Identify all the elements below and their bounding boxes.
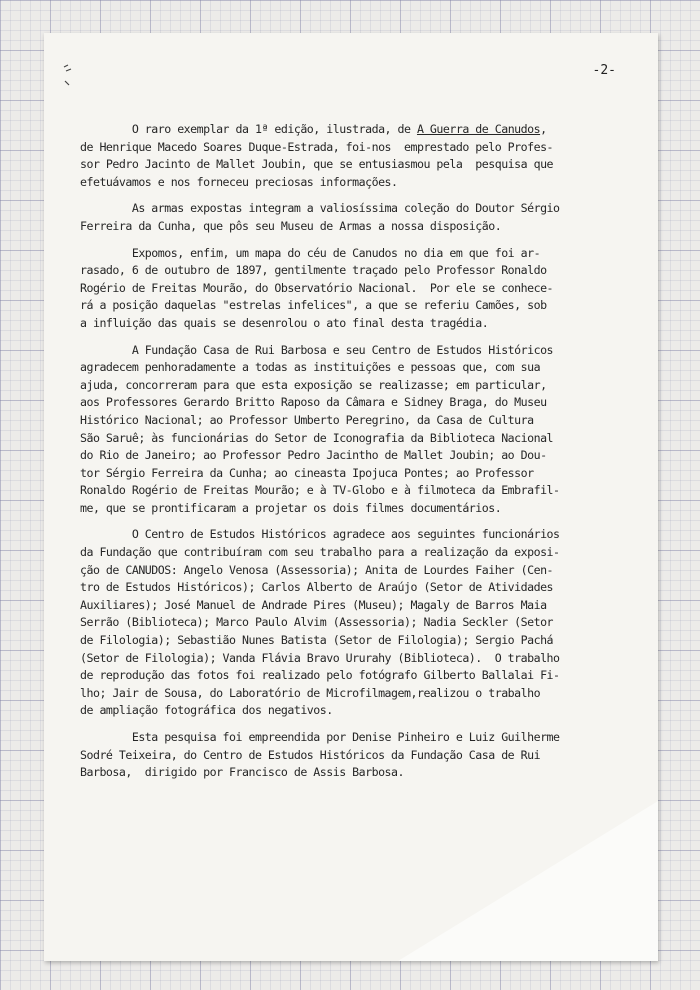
- text-line: [80, 315, 640, 333]
- text-segment: do Rio de Janeiro; ao Professor Pedro Jacintho de Mallet Joubin; ao Dou-: [80, 448, 547, 463]
- text-segment: O raro exemplar da 1ª edição, ilustrada, de: [80, 122, 417, 136]
- text-line: [80, 729, 640, 747]
- paragraph: [80, 342, 640, 518]
- text-segment: São Saruê; às funcionárias do Setor de Iconografia da Biblioteca Nacional: [80, 430, 554, 445]
- page-number: -2-: [592, 63, 616, 78]
- text-segment: tro de Estudos Históricos); Carlos Alberto de Araújo (Setor de Atividades: [80, 580, 554, 595]
- text-segment: Ronaldo Rogério de Freitas Mourão; e à TV-Globo e à filmoteca da Embrafil-: [80, 483, 560, 498]
- paper-fold: [398, 801, 658, 961]
- text-line: [80, 156, 640, 174]
- text-line: [80, 342, 640, 360]
- ink-smudge: [62, 61, 82, 89]
- typed-page: [44, 33, 658, 961]
- text-line: [80, 526, 640, 544]
- text-segment: Barbosa, dirigido por Francisco de Assis Barbosa.: [80, 765, 405, 780]
- paragraph: [80, 729, 640, 782]
- text-segment: de Henrique Macedo Soares Duque-Estrada, foi-nos emprestado pelo Profes-: [80, 139, 554, 154]
- text-segment: sor Pedro Jacinto de Mallet Joubin, que se entusiasmou pela pesquisa que: [80, 157, 554, 172]
- text-segment: tor Sérgio Ferreira da Cunha; ao cineasta Ipojuca Pontes; ao Professor: [80, 465, 534, 480]
- text-line: [80, 412, 640, 430]
- text-line: [80, 394, 640, 412]
- text-line: [80, 562, 640, 580]
- text-line: [80, 430, 640, 448]
- text-line: [80, 614, 640, 632]
- text-segment: Expomos, enfim, um mapa do céu de Canudos no dia em que foi ar-: [80, 245, 541, 260]
- text-segment: efetuávamos e nos forneceu preciosas informações.: [80, 174, 398, 189]
- book-title: A Guerra de Canudos: [416, 122, 541, 136]
- text-line: [80, 632, 640, 650]
- text-segment: ajuda, concorreram para que esta exposição se realizasse; em particular,: [80, 377, 547, 392]
- text-line: [80, 667, 640, 685]
- text-segment: Auxiliares); José Manuel de Andrade Pires (Museu); Magaly de Barros Maia: [80, 597, 547, 612]
- text-line: [80, 377, 640, 395]
- text-segment: lho; Jair de Sousa, do Laboratório de Microfilmagem,realizou o trabalho: [80, 685, 541, 700]
- text-segment: de ampliação fotográfica dos negativos.: [80, 703, 333, 718]
- text-line: [80, 650, 640, 668]
- text-line: [80, 579, 640, 597]
- text-line: [80, 447, 640, 465]
- text-line: [80, 500, 640, 518]
- text-line: [80, 280, 640, 298]
- text-line: [80, 597, 640, 615]
- text-line: [80, 200, 640, 218]
- text-line: [80, 359, 640, 377]
- text-segment: Histórico Nacional; ao Professor Umberto Peregrino, da Casa de Cultura: [80, 412, 534, 427]
- text-line: [80, 747, 640, 765]
- text-segment: O Centro de Estudos Históricos agradece aos seguintes funcionários: [80, 527, 560, 542]
- text-segment: aos Professores Gerardo Britto Raposo da Câmara e Sidney Braga, do Museu: [80, 395, 547, 410]
- text-segment: a influição das quais se desenrolou o ato final desta tragédia.: [80, 315, 489, 330]
- document-body: [80, 121, 640, 791]
- text-segment: Rogério de Freitas Mourão, do Observatório Nacional. Por ele se conhece-: [80, 280, 554, 295]
- text-segment: agradecem penhoradamente a todas as instituições e pessoas que, com sua: [80, 360, 541, 375]
- text-segment: da Fundação que contribuíram com seu trabalho para a realização da exposi-: [80, 545, 560, 560]
- text-segment: Esta pesquisa foi empreendida por Denise Pinheiro e Luiz Guilherme: [80, 730, 560, 744]
- text-segment: As armas expostas integram a valiosíssima coleção do Doutor Sérgio: [80, 201, 560, 216]
- text-line: [80, 764, 640, 782]
- text-line: [80, 262, 640, 280]
- text-segment: ção de CANUDOS: Angelo Venosa (Assessoria); Anita de Lourdes Faiher (Cen-: [80, 562, 554, 577]
- text-segment: rasado, 6 de outubro de 1897, gentilmente traçado pelo Professor Ronaldo: [80, 263, 547, 278]
- text-line: [80, 702, 640, 720]
- text-line: [80, 544, 640, 562]
- paragraph: [80, 200, 640, 235]
- text-line: [80, 685, 640, 703]
- text-line: [80, 465, 640, 483]
- text-line: [80, 482, 640, 500]
- paragraph: [80, 245, 640, 333]
- text-line: [80, 297, 640, 315]
- paragraph: [80, 121, 640, 191]
- paragraph: [80, 526, 640, 720]
- text-segment: Sodré Teixeira, do Centro de Estudos Históricos da Fundação Casa de Rui: [80, 747, 541, 762]
- text-segment: de reprodução das fotos foi realizado pelo fotógrafo Gilberto Ballalai Fi-: [80, 668, 560, 683]
- text-segment: Ferreira da Cunha, que pôs seu Museu de Armas a nossa disposição.: [80, 218, 502, 233]
- text-segment: ,: [540, 122, 547, 136]
- text-line: [80, 121, 640, 139]
- text-segment: A Fundação Casa de Rui Barbosa e seu Centro de Estudos Históricos: [80, 342, 554, 357]
- text-line: [80, 174, 640, 192]
- text-segment: me, que se prontificaram a projetar os dois filmes documentários.: [80, 500, 502, 515]
- text-segment: de Filologia); Sebastião Nunes Batista (Setor de Filologia); Sergio Pachá: [80, 633, 554, 648]
- text-line: [80, 139, 640, 157]
- text-line: [80, 245, 640, 263]
- text-segment: Serrão (Biblioteca); Marco Paulo Alvim (Assessoria); Nadia Seckler (Setor: [80, 615, 554, 630]
- text-segment: (Setor de Filologia); Vanda Flávia Bravo Ururahy (Biblioteca). O trabalho: [80, 650, 560, 665]
- text-line: [80, 218, 640, 236]
- text-segment: rá a posição daquelas "estrelas infelices", a que se referiu Camões, sob: [80, 298, 547, 313]
